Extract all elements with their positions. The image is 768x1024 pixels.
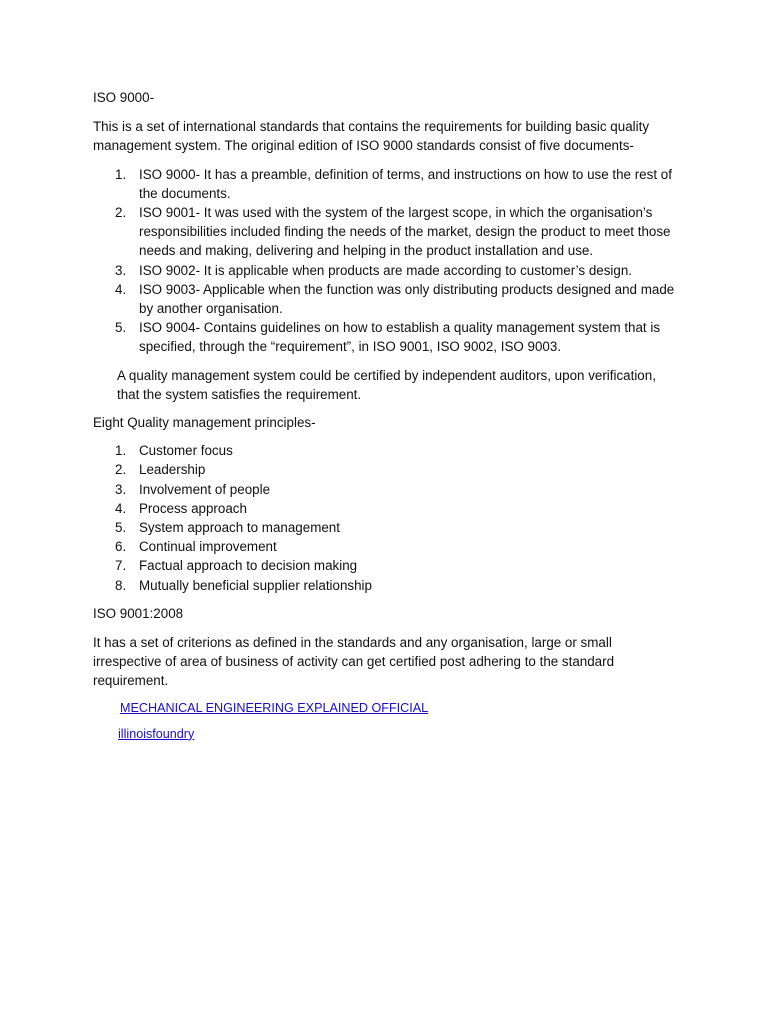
list-item-text: Factual approach to decision making xyxy=(139,558,358,574)
list-item xyxy=(93,165,678,203)
list-item xyxy=(93,441,678,460)
list-item-text: Process approach xyxy=(139,500,247,516)
list-number: 2. xyxy=(115,205,127,221)
list-number: 3. xyxy=(115,262,127,278)
principles-list xyxy=(93,441,678,595)
list-item-text: ISO 9004- Contains guidelines on how to establish a quality management system that is specified, through the “requirement”, in ISO 9001, ISO 9002, ISO 9003. xyxy=(139,320,661,355)
list-item-text: ISO 9003- Applicable when the function was only distributing products designed and made by another organisation. xyxy=(139,281,675,317)
list-item-text: Mutually beneficial supplier relationship xyxy=(139,577,372,593)
list-item xyxy=(93,480,678,499)
principles-heading: Eight Quality management principles- xyxy=(93,415,316,431)
list-item-text: ISO 9001- It was used with the system of the largest scope, in which the organisation’s responsibilities included finding the needs of the market, design the product to meet those needs and making, delivering and helping in the product installation and use. xyxy=(139,205,671,259)
list-item xyxy=(93,556,678,575)
list-item-text: ISO 9002- It is applicable when products are made according to customer’s design. xyxy=(139,262,632,278)
list-item-text: Continual improvement xyxy=(139,539,277,555)
list-item-text: System approach to management xyxy=(139,520,340,536)
list-number: 5. xyxy=(115,320,127,336)
list-number: 6. xyxy=(115,539,127,555)
list-item xyxy=(93,203,678,261)
iso-9001-2008-paragraph: It has a set of criterions as defined in the standards and any organisation, large or small irrespective of area of business of activity can get certified post adhering to the standard requirement. xyxy=(93,635,615,689)
list-number: 4. xyxy=(115,500,127,516)
list-item-text: Leadership xyxy=(139,462,206,478)
list-item xyxy=(93,261,678,280)
list-number: 3. xyxy=(115,481,127,497)
list-number: 8. xyxy=(115,577,127,593)
intro-paragraph: This is a set of international standards that contains the requirements for building basic quality management system. The original edition of ISO 9000 standards consist of five documents- xyxy=(93,119,650,154)
list-item xyxy=(93,499,678,518)
list-number: 1. xyxy=(115,166,127,182)
iso-documents-list xyxy=(93,165,678,357)
list-number: 5. xyxy=(115,520,127,536)
list-item xyxy=(93,318,678,356)
illinoisfoundry-link[interactable]: illinoisfoundry xyxy=(118,726,195,741)
list-number: 7. xyxy=(115,558,127,574)
list-item xyxy=(93,537,678,556)
list-item-text: ISO 9000- It has a preamble, definition of terms, and instructions on how to use the rest of the documents. xyxy=(139,166,672,201)
list-item xyxy=(93,280,678,318)
list-item xyxy=(93,460,678,479)
list-item xyxy=(93,576,678,595)
iso-9001-2008-heading: ISO 9001:2008 xyxy=(93,605,184,621)
list-item-text: Involvement of people xyxy=(139,481,271,497)
list-number: 1. xyxy=(115,443,127,459)
list-item xyxy=(93,518,678,537)
list-number: 4. xyxy=(115,281,127,297)
list-number: 2. xyxy=(115,462,127,478)
certification-paragraph: A quality management system could be certified by independent auditors, upon verification, that the system satisfies the requirement. xyxy=(117,367,656,402)
mechanical-engineering-link[interactable]: MECHANICAL ENGINEERING EXPLAINED OFFICIAL xyxy=(120,700,429,715)
section-heading-iso-9000: ISO 9000- xyxy=(93,90,155,105)
list-item-text: Customer focus xyxy=(139,443,233,459)
